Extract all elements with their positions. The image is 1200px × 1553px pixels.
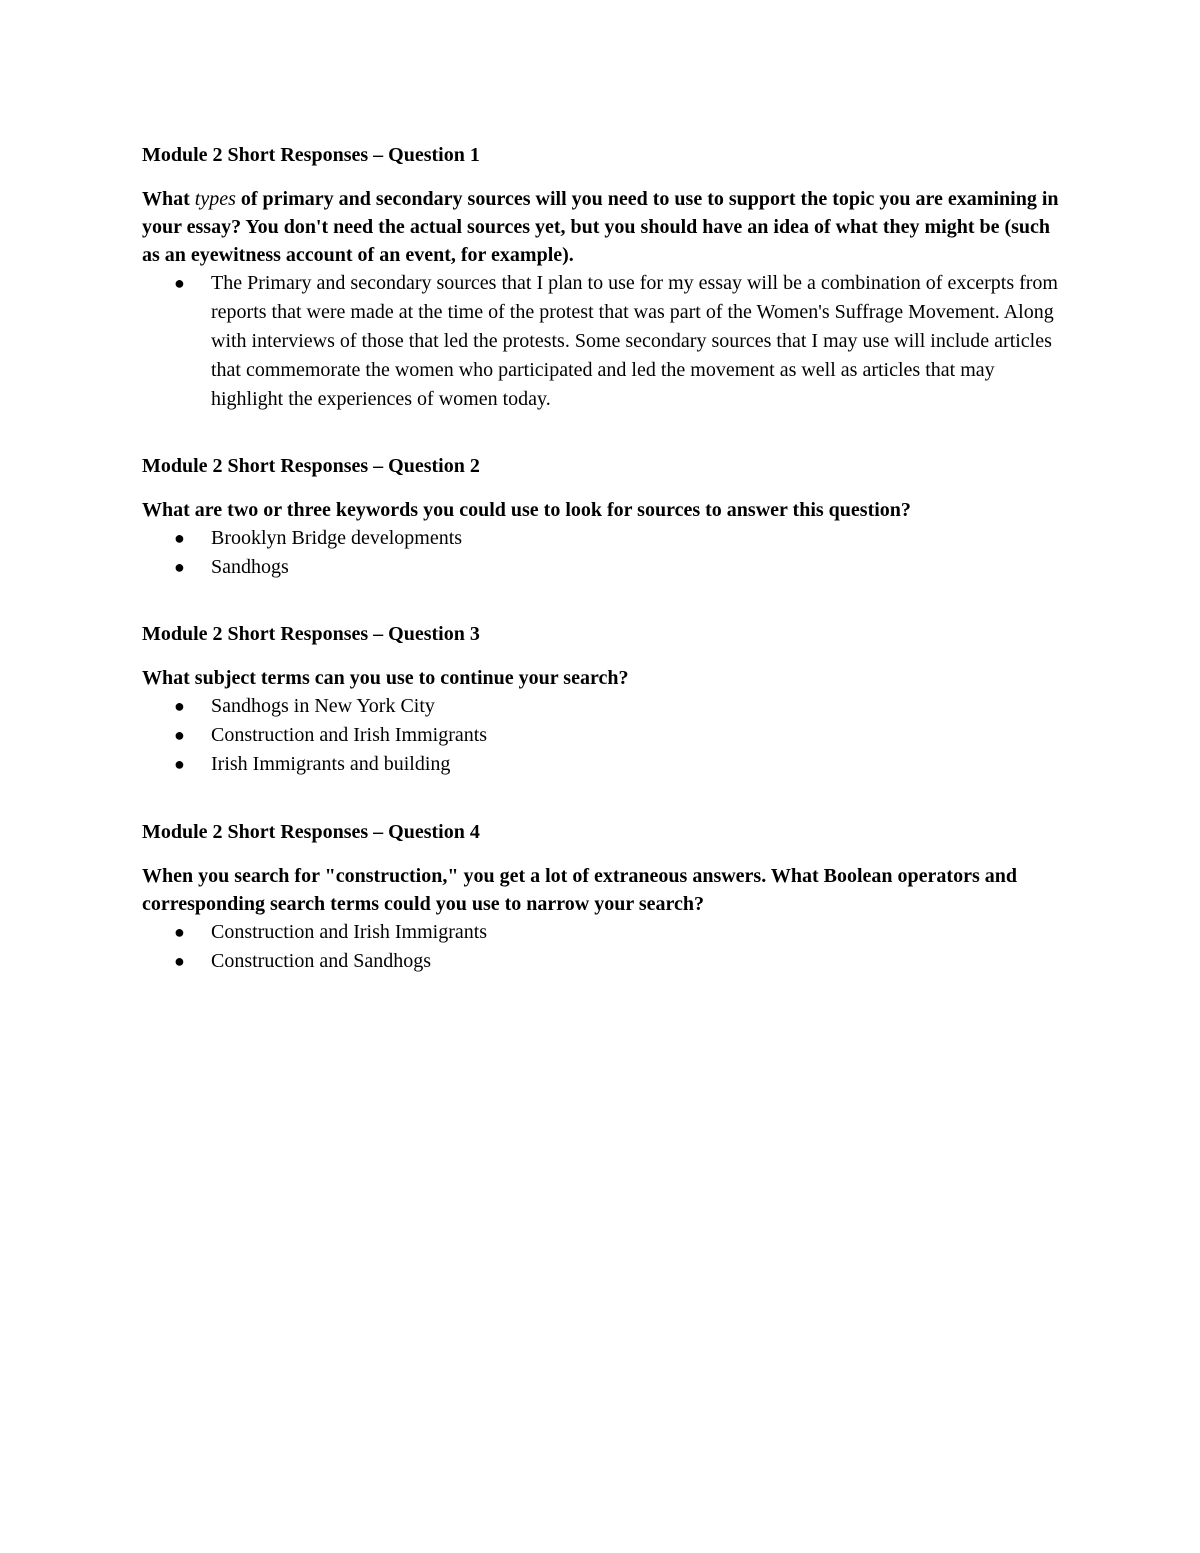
answer-text: Sandhogs (211, 556, 289, 578)
answer-text: Sandhogs in New York City (211, 695, 435, 717)
question-1-section (142, 141, 1062, 414)
question-3-prompt: What subject terms can you use to continue your search? (142, 667, 629, 689)
question-2-section (142, 452, 1062, 582)
answer-text: Irish Immigrants and building (211, 753, 451, 775)
question-2-prompt: What are two or three keywords you could use to look for sources to answer this question? (142, 499, 911, 521)
question-1-answers (142, 269, 1062, 414)
bullet-icon: ● (174, 528, 185, 548)
question-1-heading: Module 2 Short Responses – Question 1 (142, 144, 480, 166)
answer-list-item (142, 524, 1062, 553)
question-1-prompt (142, 185, 1062, 269)
question-3-heading: Module 2 Short Responses – Question 3 (142, 623, 480, 645)
bullet-icon: ● (174, 951, 185, 971)
answer-list-item (142, 269, 1062, 414)
answer-list-item (142, 692, 1062, 721)
answer-text: Construction and Irish Immigrants (211, 724, 488, 746)
answer-list-item (142, 553, 1062, 582)
question-2-answers (142, 524, 1062, 582)
bullet-icon: ● (174, 273, 185, 293)
question-3-section (142, 620, 1062, 779)
question-3-answers (142, 692, 1062, 779)
question-4-section (142, 818, 1062, 976)
bullet-icon: ● (174, 557, 185, 577)
answer-list-item (142, 918, 1062, 947)
answer-list-item (142, 947, 1062, 976)
question-1-prompt-end: of primary and secondary sources will you need to use to support the topic you are examining in your essay? You don't need the actual sources yet, but you should have an idea of what they might be (such as an eyewitness account of an event, for example). (142, 188, 1059, 266)
document-body (142, 141, 1062, 976)
answer-text: Construction and Sandhogs (211, 950, 431, 972)
answer-text: Brooklyn Bridge developments (211, 527, 463, 549)
question-1-prompt-italic: types (194, 188, 236, 210)
answer-list-item (142, 750, 1062, 779)
answer-list-item (142, 721, 1062, 750)
question-2-heading: Module 2 Short Responses – Question 2 (142, 455, 480, 477)
bullet-icon: ● (174, 696, 185, 716)
answer-text: The Primary and secondary sources that I plan to use for my essay will be a combination of excerpts from reports that were made at the time of the protest that was part of the Women's Suffrage Movement. Along with interviews of those that led the protests. Some secondary sources that I may use will include articles that commemorate the women who participated and led the movement as well as articles that may highlight the experiences of women today. (211, 272, 1058, 410)
answer-text: Construction and Irish Immigrants (211, 921, 488, 943)
question-4-heading: Module 2 Short Responses – Question 4 (142, 821, 480, 843)
question-4-answers (142, 918, 1062, 976)
bullet-icon: ● (174, 922, 185, 942)
bullet-icon: ● (174, 725, 185, 745)
question-1-prompt-start: What (142, 188, 195, 210)
bullet-icon: ● (174, 754, 185, 774)
question-4-prompt: When you search for "construction," you get a lot of extraneous answers. What Boolean operators and corresponding search terms could you use to narrow your search? (142, 865, 1017, 915)
